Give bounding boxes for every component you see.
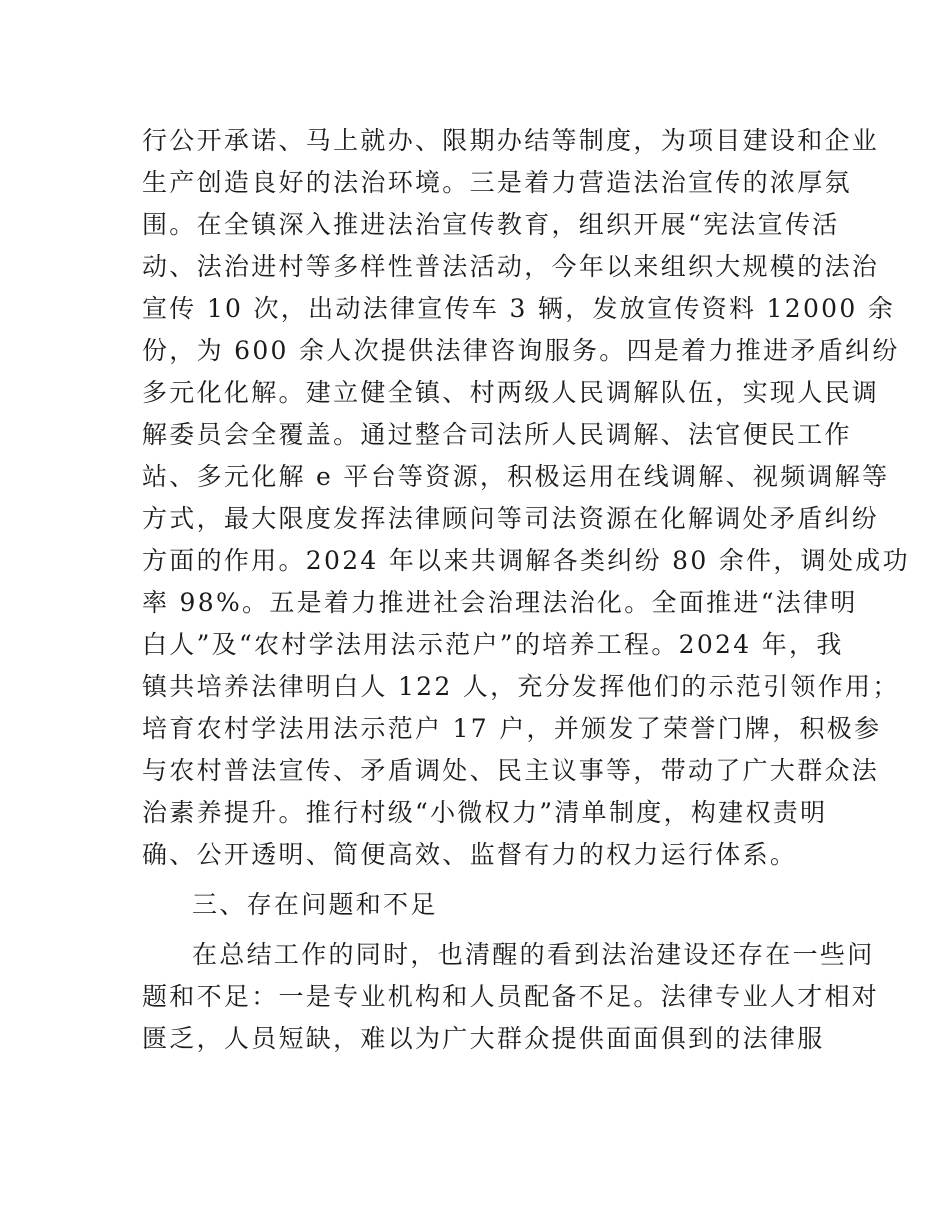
paragraph-line: 在总结工作的同时，也清醒的看到法治建设还存在一些问 <box>192 940 875 969</box>
paragraph-line: 率 98%。五是着力推进社会治理法治化。全面推进“法律明 <box>142 588 858 617</box>
paragraph-line: 份，为 600 余人次提供法律咨询服务。四是着力推进矛盾纠纷 <box>142 336 900 365</box>
paragraph-line: 题和不足：一是专业机构和人员配备不足。法律专业人才相对 <box>142 982 880 1011</box>
document-body <box>142 120 910 1060</box>
paragraph-line: 培育农村学法用法示范户 17 户，并颁发了荣誉门牌，积极参 <box>142 714 882 743</box>
paragraph-line: 宣传 10 次，出动法律宣传车 3 辆，发放宣传资料 12000 余 <box>142 294 896 323</box>
paragraph-line: 匮乏，人员短缺，难以为广大群众提供面面俱到的法律服 <box>142 1024 825 1053</box>
paragraph-line: 动、法治进村等多样性普法活动，今年以来组织大规模的法治 <box>142 252 880 281</box>
paragraph-2 <box>142 934 880 1060</box>
paragraph-line: 白人”及“农村学法用法示范户”的培养工程。2024 年，我 <box>142 630 844 659</box>
paragraph-line: 方面的作用。2024 年以来共调解各类纠纷 80 余件，调处成功 <box>142 546 910 575</box>
paragraph-line: 与农村普法宣传、矛盾调处、民主议事等，带动了广大群众法 <box>142 756 880 785</box>
paragraph-line: 站、多元化解 e 平台等资源，积极运用在线调解、视频调解等 <box>142 462 890 491</box>
paragraph-line: 确、公开透明、简便高效、监督有力的权力运行体系。 <box>142 840 798 869</box>
paragraph-line: 多元化化解。建立健全镇、村两级人民调解队伍，实现人民调 <box>142 378 880 407</box>
paragraph-1 <box>142 120 910 876</box>
paragraph-line: 生产创造良好的法治环境。三是着力营造法治宣传的浓厚氛 <box>142 168 852 197</box>
paragraph-line: 行公开承诺、马上就办、限期办结等制度，为项目建设和企业 <box>142 126 880 155</box>
paragraph-line: 围。在全镇深入推进法治宣传教育，组织开展“宪法宣传活 <box>142 210 840 239</box>
section-heading: 三、存在问题和不足 <box>192 890 438 919</box>
paragraph-line: 治素养提升。推行村级“小微权力”清单制度，构建权责明 <box>142 798 828 827</box>
paragraph-line: 方式，最大限度发挥法律顾问等司法资源在化解调处矛盾纠纷 <box>142 504 880 533</box>
paragraph-line: 解委员会全覆盖。通过整合司法所人民调解、法官便民工作 <box>142 420 852 449</box>
paragraph-line: 镇共培养法律明白人 122 人，充分发挥他们的示范引领作用； <box>142 672 900 701</box>
